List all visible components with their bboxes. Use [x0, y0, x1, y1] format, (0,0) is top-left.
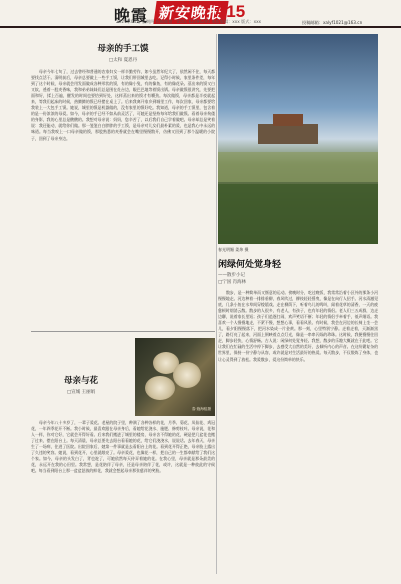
page-number: A15	[214, 2, 246, 21]
left-column	[31, 34, 215, 572]
article-author: □太和 夏恩丹	[108, 58, 138, 63]
article-title: 闲绿何处觉身轻	[218, 260, 282, 270]
contact-email: 投稿邮箱：xalyf1021@163.cn	[302, 20, 363, 25]
article-author: □宁国 肖海林	[218, 280, 247, 285]
article-subtitle: ——散步小记	[218, 273, 245, 278]
article-author: □宣城 王丽娟	[66, 390, 96, 395]
masthead	[0, 0, 401, 28]
photo-caption: 春光明媚 姜炜 摄	[218, 247, 249, 252]
column-divider	[216, 34, 217, 574]
article2-header	[31, 338, 215, 416]
photo-caption: 春·施海榕摄	[191, 407, 211, 411]
article-body: 散步，是一种简单而又惬意的运动。傍晚时分，吃过晚饭，我常常沿着小区外的那条小河慢慢地走。河边种着一排排垂柳，春风吹过，柳枝轻轻摇曳，像是在向行人招手。河水清澈见底，几条小鱼在水草间穿梭嬉戏。走在柳荫下，听着鸟儿的鸣叫，闻着花草的清香，一天的疲惫顿时烟消云散。散步的人很多，有老人，有孩子，也有年轻的情侣。老人们三五成群，边走边聊，说着家长里短；孩子们追逐打闹，欢声笑语不断；年轻的情侣手牵着手，低声细语。我喜欢一个人慢慢地走，不紧不慢，想想心事，看看风景。有时候，我会在河边的长椅上坐一会儿，看夕阳慢慢落下，把河水染成一片金黄。那一刻，心里特别宁静。走着走着，天渐渐黑了，路灯亮了起来，河面上倒映着点点灯光，像是一串串闪烁的珍珠。这时候，我便慢慢往回走，脚步轻快，心情舒畅。古人说：闲绿何处觉身轻。我想，散步的乐趣大概就在于此吧。它让我们在忙碌的生活中停下脚步，去感受大自然的美好，去倾听内心的声音。在这纷繁复杂的世界里，保持一份宁静与从容，或许就是对生活最好的热爱。每天散步，不仅锻炼了身体，也让心灵得到了放松。我爱散步，爱这份简单的快乐。	[218, 290, 378, 362]
article-title: 母亲与花	[63, 376, 98, 386]
spring-photo	[218, 34, 378, 244]
article-title: 母亲的手工馍	[97, 44, 149, 54]
section-divider	[31, 331, 215, 332]
article-body: 母亲今年八十多岁了，一辈子爱花。老屋的院子里，种满了各种各样的花，月季、菊花、凤仙花、鸡冠花，一年四季花开不断。我小时候，最喜欢跟在母亲身后，看她给花浇水、施肥、修剪枝叶。母亲说，花和人一样，你对它好，它就会开得好看。后来我们搬进了城里的楼房，母亲舍不得她的花，硬是把几盆花也搬了过来，摆在阳台上。每天清晨，母亲总要先去阳台看看她的花，给它们浇浇水，说说话。去年春天，母亲生了一场病，住进了医院。出院回家后，她第一件事就是去看阳台上的花。看到花开得正艳，母亲脸上露出了久违的笑容。她说，看到花开，心里就敞亮了。母亲爱花，也像花一样，把自己的一生都奉献给了我们这个家。如今，母亲的头发白了，背也驼了，可她依然每天侍弄着她的花。在我心里，母亲就是那朵最美的花，永远开在我的心田里。我常想，是花陪伴了母亲，还是母亲陪伴了花，或许，这就是一种彼此的守候吧。每当看到阳台上那一盆盆怒放的鲜花，我就会想起母亲那张慈祥的笑脸。	[31, 420, 215, 474]
section-title: 晚霞	[114, 6, 149, 25]
newspaper-logo: 新安晚报	[153, 1, 228, 24]
article-body: 母亲今年七旬了，过去曾经和普通的农家妇女一样辛勤劳作，如今虽然年纪大了，依然闲不住，每天都要找点活干。清明前后，母亲总要做上一些手工馍，让我们带回城里去吃。记得小时候，家里条件差，每年到了这个时候，母亲就会用发面做成各种形状的馍，有的像小兔，有的像鱼，有的像花朵。蒸出来的馍又白又软，透着一股麦香味，我和弟弟妹妹们总是围在灶台边，眼巴巴地等着馍出锅。母亲做馍很讲究，先要把面和好，揉上百遍，醒发的时间也要恰到好处，这样蒸出来的馍才有嚼劲。每次做馍，母亲都是半夜就起来，等我们起床的时候，热腾腾的馍已经摆在桌上了。后来我离开家乡到城里工作，每次回家，母亲都要给我装上一大包手工馍。她说，城里的馍是机器做的，没有家里的馍好吃。我知道，母亲的手工馍里，包含着的是一份浓浓的母爱。如今，母亲的手已经不如从前灵活了，可她还是坚持每年给我们做馍。看着母亲佝偻的身影，我的心里总是酸酸的。我想对母亲说：妈妈，您辛苦了，以后我们自己学着做吧。母亲却总是笑着说：我还能动，就给你们做。那一笼笼白白胖胖的手工馍，是母亲对儿女们最朴素的爱，也是我心中永远的味道。每当我咬上一口母亲做的馍，那股熟悉的麦香就会在嘴里慢慢散开，仿佛又回到了那个温暖的小院子，回到了母亲身边。	[31, 69, 215, 141]
flower-photo	[135, 338, 215, 416]
right-column	[218, 34, 378, 580]
issue-meta: 2021年04月 星期四 投稿邮箱：0551-62396200 本版编辑：xxx 版式：xxx	[116, 19, 262, 24]
